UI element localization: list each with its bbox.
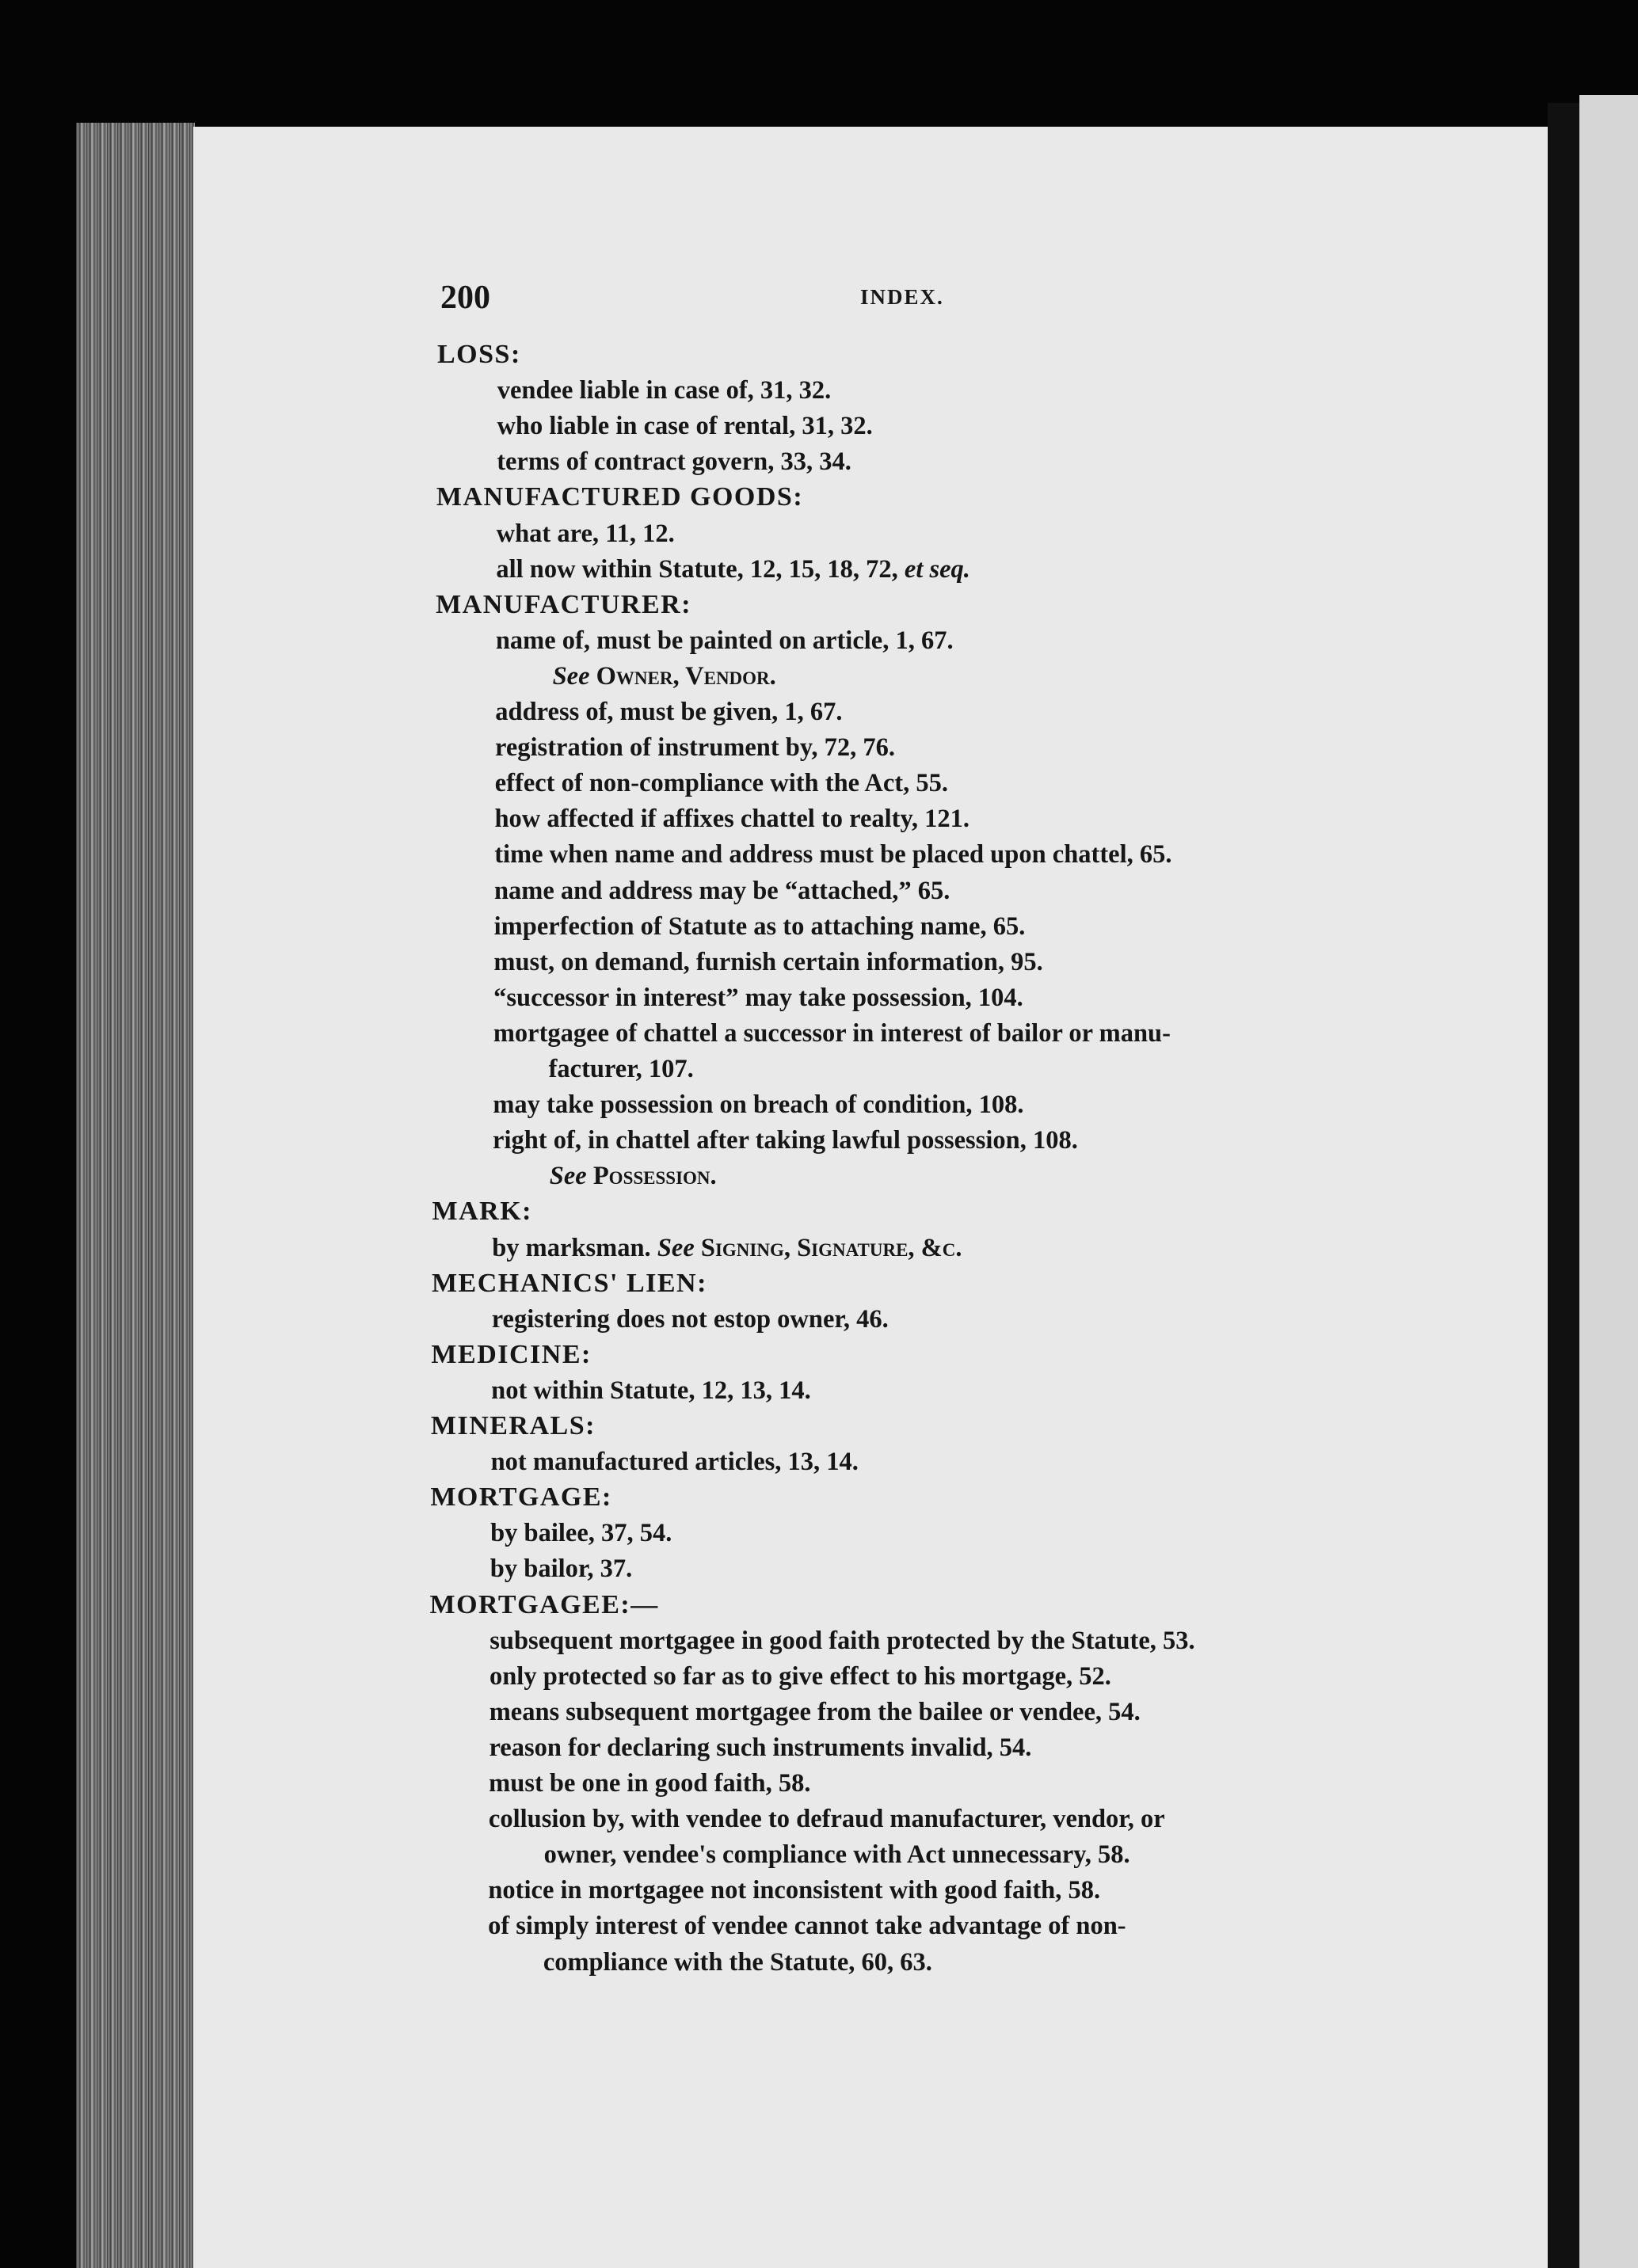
index-heading: MEDICINE: — [431, 1339, 592, 1369]
cross-reference-targets: Signing, Signature, &c. — [700, 1233, 962, 1262]
facing-page-sliver — [1579, 95, 1638, 2268]
index-subentry: subsequent mortgagee in good faith protected by the Statute, 53. — [489, 1626, 1195, 1655]
index-subentry: address of, must be given, 1, 67. — [495, 698, 843, 726]
index-subentry: only protected so far as to give effect to his mortgage, 52. — [489, 1661, 1111, 1691]
index-heading: MECHANICS' LIEN: — [431, 1268, 707, 1298]
see-label: See — [552, 661, 590, 691]
page-number: 200 — [440, 280, 490, 316]
index-subentry: how affected if affixes chattel to realty, 121. — [494, 805, 970, 834]
index-subentry-continuation: facturer, 107. — [548, 1055, 694, 1083]
index-subentry: must be one in good faith, 58. — [489, 1769, 811, 1798]
index-subentry: imperfection of Statute as to attaching name, 65. — [493, 911, 1026, 941]
cross-reference-targets: Possession. — [592, 1162, 717, 1191]
cross-reference-targets: Owner, Vendor. — [596, 661, 776, 691]
index-heading: MANUFACTURER: — [436, 589, 692, 619]
index-subentry: time when name and address must be placed upon chattel, 65. — [494, 840, 1172, 870]
index-subentry: “successor in interest” may take possession, 104. — [493, 983, 1023, 1012]
index-heading: LOSS: — [437, 340, 521, 369]
page-header — [440, 279, 947, 318]
index-subentry — [492, 1232, 962, 1264]
index-heading: MANUFACTURED GOODS: — [436, 482, 804, 512]
subentry-italic: et seq. — [904, 554, 970, 584]
index-subentry: effect of non-compliance with the Act, 55. — [494, 769, 948, 798]
index-heading: MARK: — [432, 1197, 532, 1227]
subentry-text: by marksman. — [492, 1233, 651, 1262]
index-subentry: notice in mortgagee not inconsistent with good faith, 58. — [488, 1876, 1101, 1905]
index-subentry: registration of instrument by, 72, 76. — [495, 733, 895, 763]
index-subentry: may take possession on breach of condition, 108. — [493, 1090, 1024, 1120]
index-subentry: means subsequent mortgagee from the bailee or vendee, 54. — [489, 1697, 1141, 1726]
index-subentry: must, on demand, furnish certain information, 95. — [493, 947, 1043, 976]
index-subentry: not within Statute, 12, 13, 14. — [491, 1376, 811, 1405]
index-subentry — [496, 554, 970, 585]
see-label: See — [657, 1233, 695, 1262]
see-label: See — [549, 1162, 587, 1191]
index-subentry: not manufactured articles, 13, 14. — [490, 1448, 859, 1477]
index-subentry: mortgagee of chattel a successor in interest of bailor or manu- — [493, 1018, 1171, 1048]
index-subentry: what are, 11, 12. — [496, 519, 675, 548]
index-subentry: right of, in chattel after taking lawful possession, 108. — [493, 1126, 1078, 1155]
cross-reference — [553, 660, 776, 692]
subentry-text: all now within Statute, 12, 15, 18, 72, — [496, 554, 898, 584]
index-subentry-continuation: owner, vendee's compliance with Act unnecessary, 58. — [543, 1840, 1130, 1870]
index-subentry: name of, must be painted on article, 1, 67. — [495, 626, 954, 655]
running-head: INDEX. — [860, 285, 944, 309]
index-subentry: terms of contract govern, 33, 34. — [497, 447, 851, 477]
index-subentry: of simply interest of vendee cannot take advantage of non- — [488, 1912, 1126, 1941]
index-subentry: reason for declaring such instruments invalid, 54. — [489, 1733, 1032, 1762]
index-subentry: by bailor, 37. — [489, 1554, 633, 1584]
index-subentry: who liable in case of rental, 31, 32. — [497, 412, 873, 441]
book-spine-edge — [76, 123, 195, 2268]
index-subentry: by bailee, 37, 54. — [490, 1519, 672, 1548]
index-heading: MINERALS: — [430, 1411, 596, 1440]
index-heading: MORTGAGE: — [430, 1482, 612, 1513]
cross-reference — [550, 1160, 717, 1192]
page-right-edge — [1548, 103, 1579, 2268]
index-subentry: vendee liable in case of, 31, 32. — [497, 376, 832, 405]
index-subentry: registering does not estop owner, 46. — [491, 1304, 889, 1334]
index-subentry: collusion by, with vendee to defraud manufacturer, vendor, or — [488, 1805, 1165, 1834]
index-heading: MORTGAGEE:— — [429, 1589, 659, 1619]
index-subentry: name and address may be “attached,” 65. — [493, 876, 950, 905]
index-subentry-continuation: compliance with the Statute, 60, 63. — [543, 1947, 932, 1977]
